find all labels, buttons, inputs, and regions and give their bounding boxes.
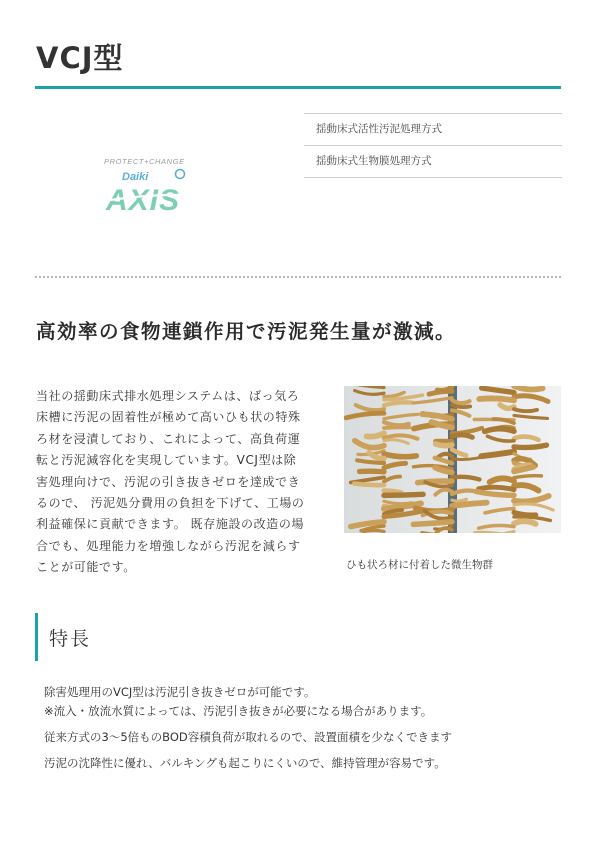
page-title: VCJ型 (36, 41, 124, 75)
biofilm-strand (384, 494, 423, 495)
biofilm-strand (452, 405, 470, 407)
section-divider (35, 276, 561, 278)
logo-tagline: PROTECT+CHANGE (104, 157, 185, 166)
logo-product: AXIS (106, 184, 181, 217)
biofilm-strand (436, 444, 452, 446)
biofilm-strand (452, 477, 479, 480)
body-line: ことが可能です。 (36, 560, 136, 575)
feature-heading: 特長 (49, 628, 92, 650)
method-list (304, 113, 562, 178)
biofilm-strand (413, 522, 452, 525)
biofilm-strand (514, 409, 537, 411)
biofilm-strand (485, 429, 514, 432)
biofilm-strand (363, 530, 384, 531)
biofilm-strand (429, 391, 452, 394)
photo-illustration (344, 386, 561, 533)
biofilm-strand (452, 499, 466, 501)
biofilm-strand (418, 481, 452, 483)
biofilm-strand (384, 454, 416, 457)
logo-ring-icon (176, 170, 185, 179)
body-line: ろ材を浸漬しており、これによって、高負荷運 (36, 431, 301, 446)
axis-logo-graphic (100, 152, 230, 222)
body-line: 床槽に汚泥の固着性が極めて高いひも状の特殊 (36, 410, 301, 425)
body-paragraph (36, 386, 324, 579)
body-line: 当社の揺動床式排水処理システムは、ばっ気ろ (36, 389, 300, 403)
method-item: 揺動床式活性汚泥処理方式 (304, 113, 562, 145)
microorganism-photo (344, 386, 561, 533)
biofilm-strand (479, 398, 514, 400)
feature-item: 除害処理用のVCJ型は汚泥引き抜きゼロが可能です。 (44, 685, 316, 699)
photo-caption: ひも状ろ材に付着した微生物群 (346, 559, 493, 571)
biofilm-strand (354, 484, 384, 486)
biofilm-strand (384, 427, 409, 428)
body-line: 合でも、処理能力を増強しながら汚泥を減らす (36, 538, 301, 553)
method-item: 揺動床式生物膜処理方式 (304, 145, 562, 178)
headline: 高効率の食物連鎖作用で汚泥発生量が激減。 (36, 320, 457, 343)
biofilm-strand (514, 386, 543, 389)
biofilm-strand (514, 445, 547, 447)
body-line: 利益確保に貢献できます。 既存施設の改造の場 (36, 517, 305, 532)
feature-item: 汚泥の沈降性に優れ、バルキングも起こりにくいので、維持管理が容易です。 (44, 756, 446, 770)
biofilm-strand (479, 487, 514, 490)
title-underline (35, 86, 561, 89)
biofilm-strand (514, 512, 536, 515)
feature-accent-bar (35, 613, 38, 661)
logo-brand: Daiki (122, 171, 149, 183)
biofilm-strand (452, 435, 472, 437)
feature-item: 従来方式の3～5倍ものBOD容積負荷が取れるので、設置面積を少なくできます (44, 730, 452, 744)
body-line: るので、 汚泥処分費用の負担を下げて、工場の (36, 496, 305, 511)
body-line: 転と汚泥減容化を実現しています。VCJ型は除 (36, 453, 297, 468)
biofilm-strand (384, 491, 401, 493)
brand-logo (100, 152, 230, 222)
biofilm-strand (360, 471, 384, 472)
biofilm-strand (514, 521, 536, 524)
biofilm-strand (367, 433, 384, 436)
biofilm-strand (514, 476, 541, 478)
biofilm-strand (452, 503, 487, 506)
feature-list (44, 683, 564, 773)
body-line: 害処理向けで、汚泥の引き抜きゼロを達成でき (36, 474, 301, 489)
feature-note: ※流入・放流水質によっては、汚泥引き抜きが必要になる場合があります。 (44, 704, 433, 718)
